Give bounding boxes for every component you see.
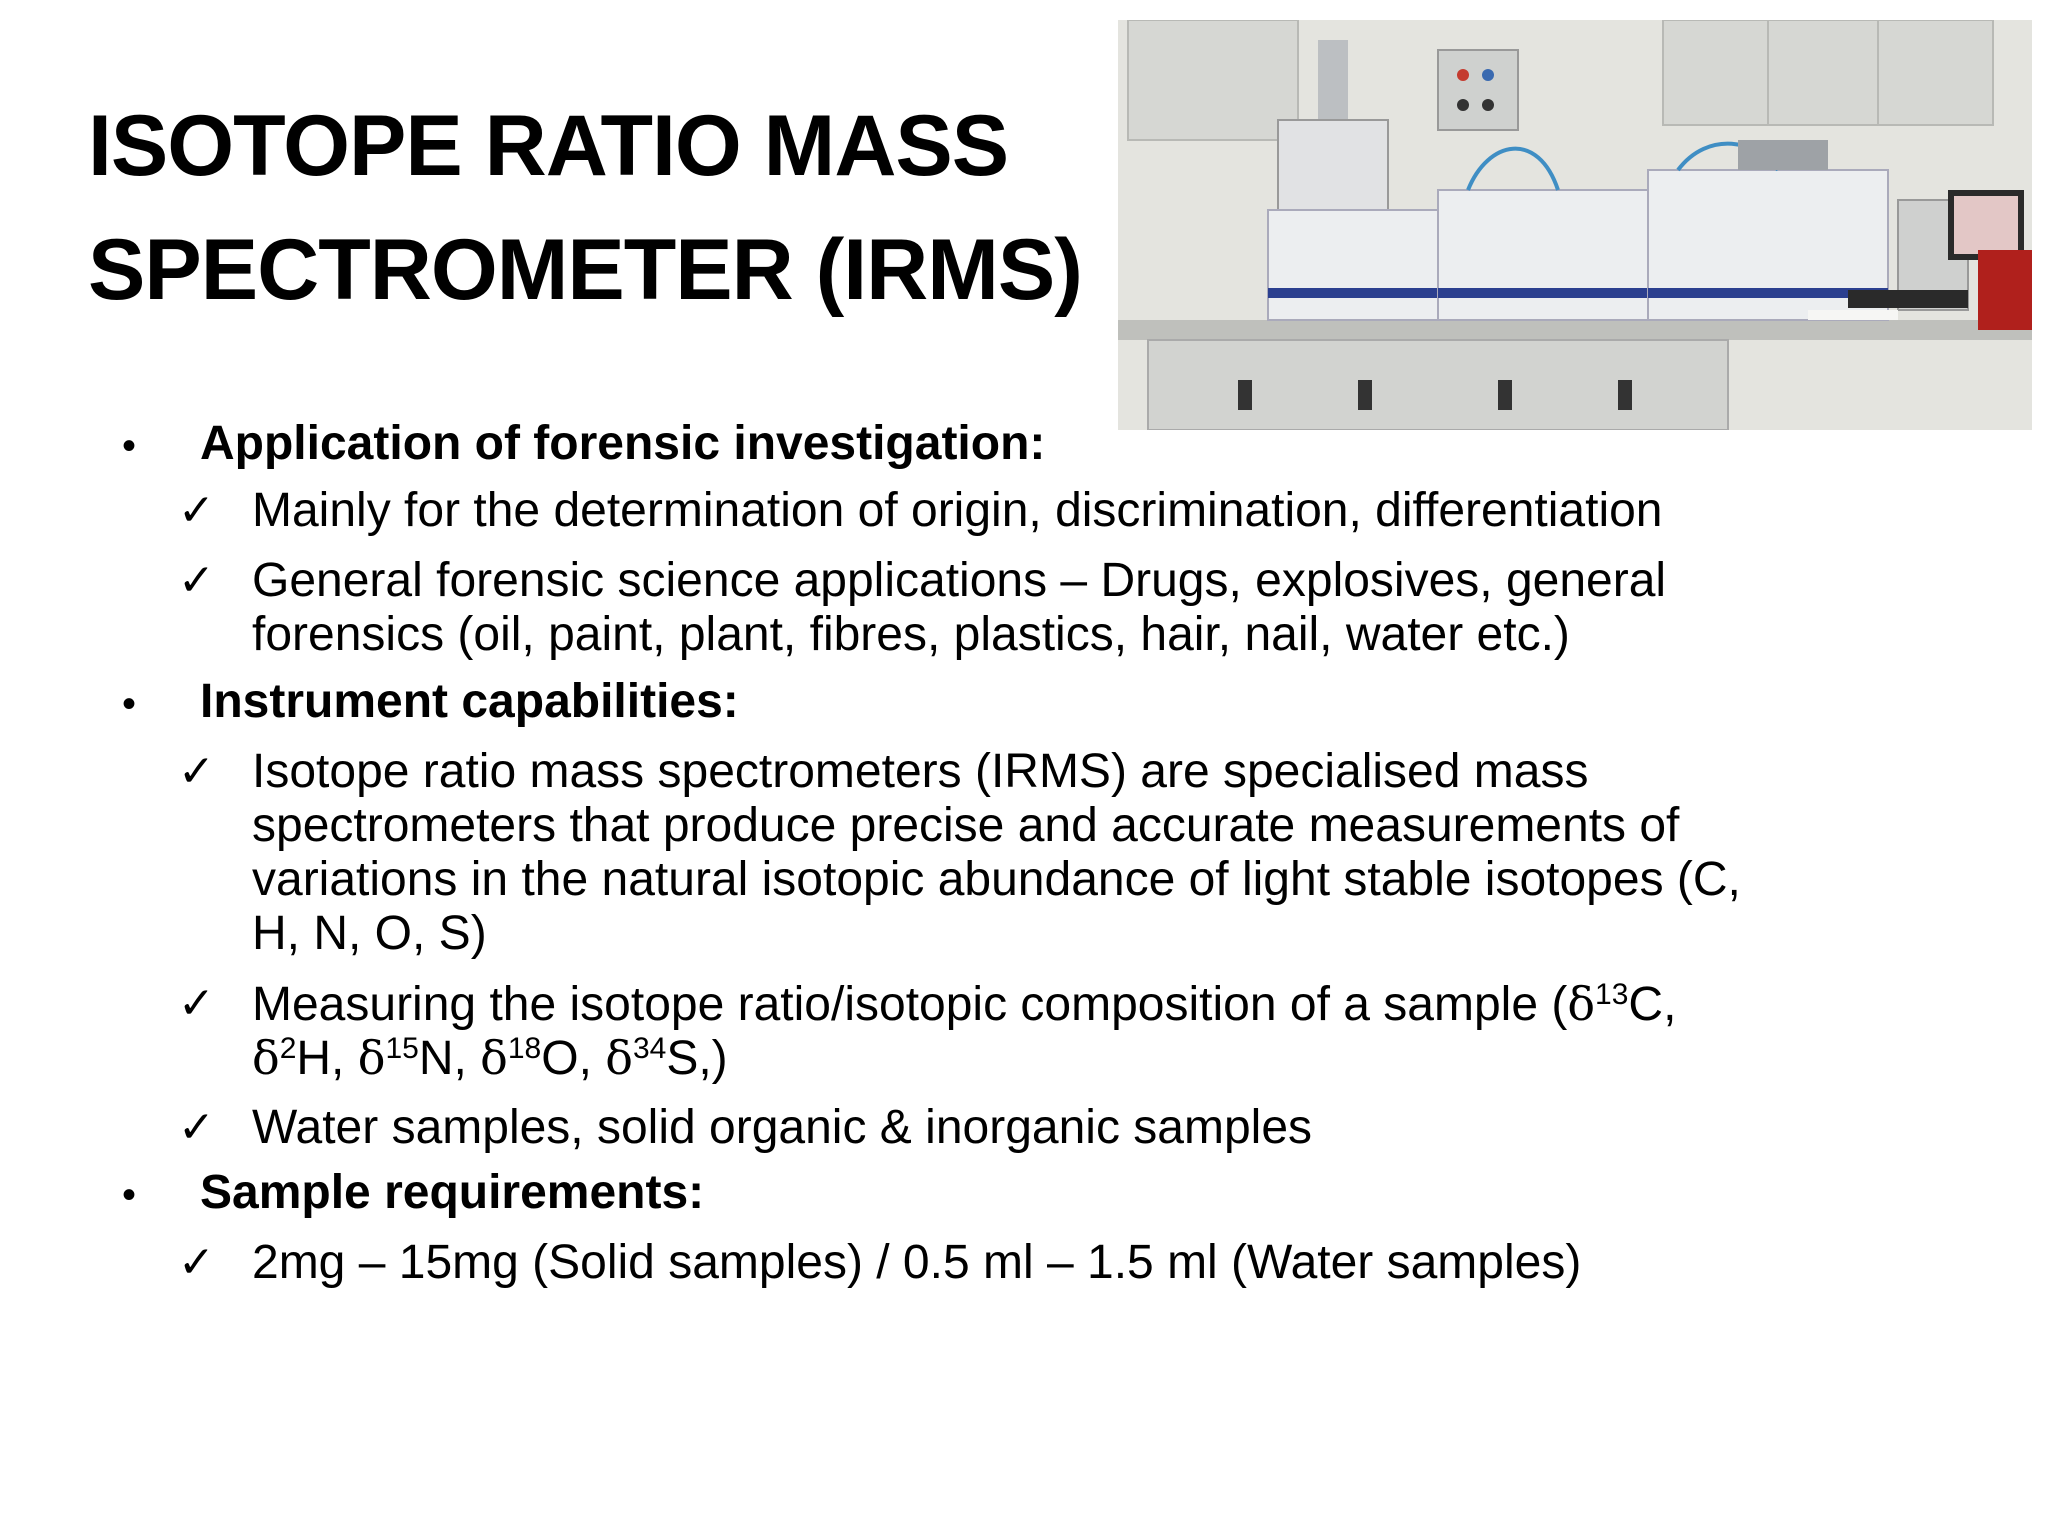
list-item-line: forensics (oil, paint, plant, fibres, plastics, hair, nail, water etc.) <box>252 608 1570 661</box>
list-item: Mainly for the determination of origin, discrimination, differentiation <box>252 484 1663 537</box>
bullet-dot: • <box>122 424 137 468</box>
list-item: Water samples, solid organic & inorganic samples <box>252 1101 1313 1154</box>
bullet-dot: • <box>122 682 137 726</box>
title-line-1: ISOTOPE RATIO MASS <box>88 98 1009 194</box>
list-item-line: variations in the natural isotopic abundance of light stable isotopes (C, <box>252 853 1741 906</box>
lab-photo <box>1118 20 2032 430</box>
list-item-line: spectrometers that produce precise and accurate measurements of <box>252 799 1680 852</box>
delta-symbol: δ <box>357 1031 386 1085</box>
check-icon: ✓ <box>178 486 215 535</box>
bullet-dot: • <box>122 1173 137 1217</box>
check-icon: ✓ <box>178 979 215 1028</box>
delta-symbol: δ <box>1567 977 1596 1031</box>
section-heading-instrument: Instrument capabilities: <box>200 675 739 728</box>
list-item-line: General forensic science applications – Drugs, explosives, general <box>252 554 1667 607</box>
check-icon: ✓ <box>178 1238 215 1287</box>
title-line-2: SPECTROMETER (IRMS) <box>88 222 1082 318</box>
check-icon: ✓ <box>178 747 215 796</box>
list-item: 2mg – 15mg (Solid samples) / 0.5 ml – 1.5 ml (Water samples) <box>252 1236 1582 1289</box>
list-item-line: $\delta^2H$, $\delta^{15}N$, $\delta^{18}O$, $\delta^{34}S$,) <box>252 1031 728 1085</box>
list-item-line: H, N, O, S) <box>252 907 487 960</box>
section-heading-sample: Sample requirements: <box>200 1166 705 1219</box>
list-item-line: Measuring the isotope ratio/isotopic composition of a sample ($\delta^{13}C$, <box>252 977 1677 1031</box>
check-icon: ✓ <box>178 556 215 605</box>
section-heading-application: Application of forensic investigation: <box>200 417 1046 470</box>
delta-symbol: δ <box>605 1031 633 1085</box>
check-icon: ✓ <box>178 1103 215 1152</box>
list-item-line: Isotope ratio mass spectrometers (IRMS) are specialised mass <box>252 745 1589 798</box>
slide-title <box>88 84 1108 332</box>
delta-symbol: δ <box>480 1031 508 1085</box>
delta-symbol: δ <box>252 1031 280 1085</box>
